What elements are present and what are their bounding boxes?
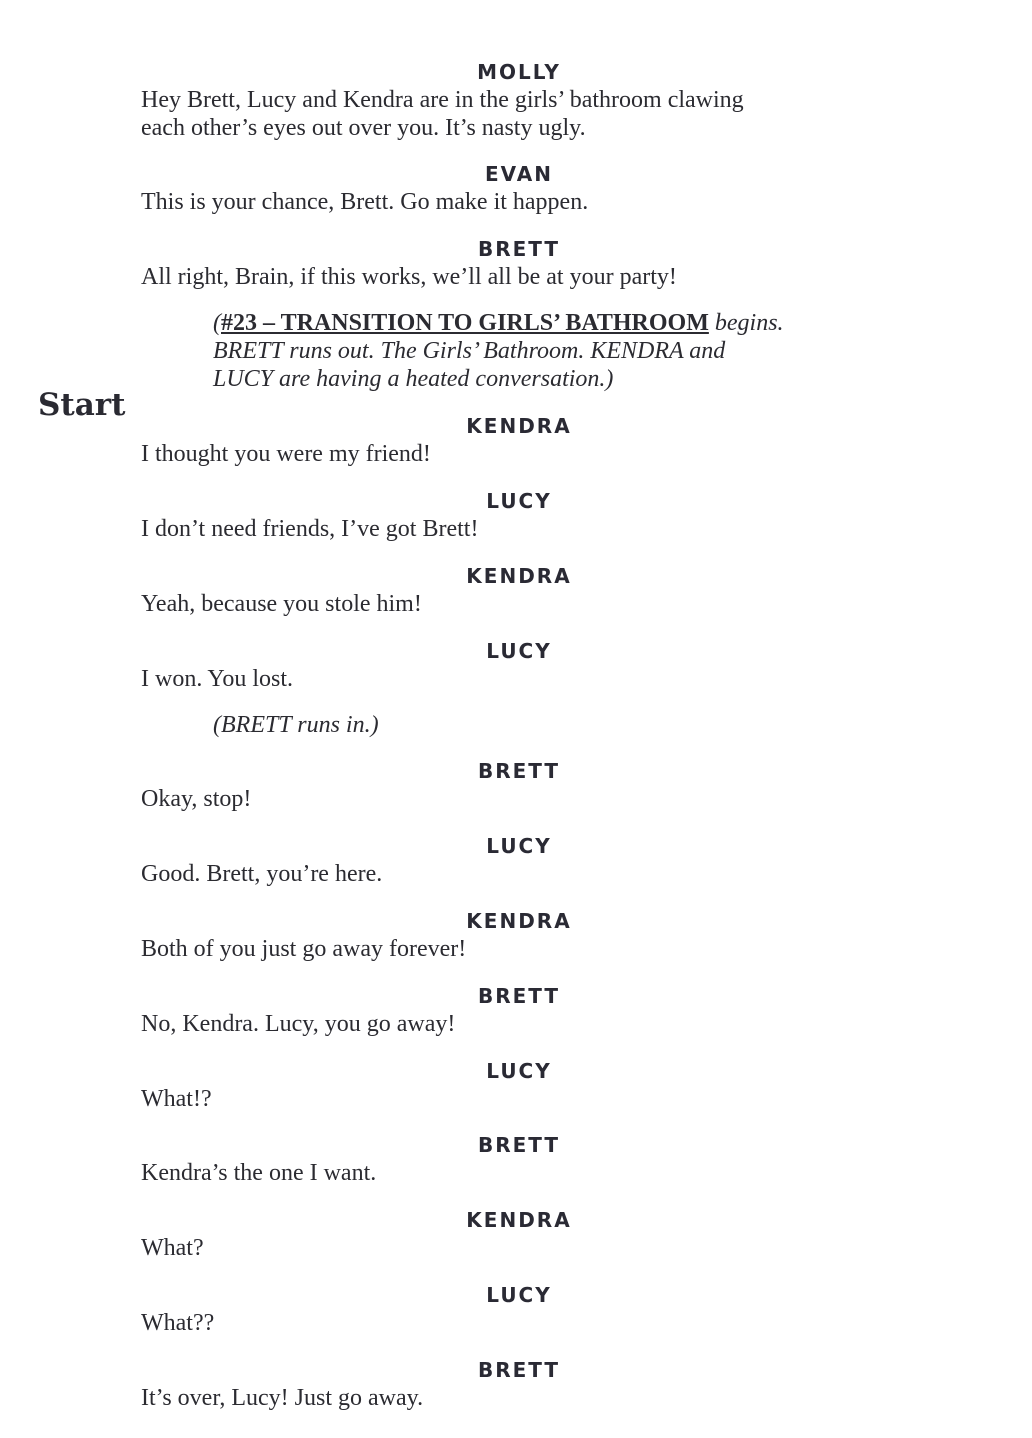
dialogue-line: What? (141, 1235, 204, 1261)
dialogue-line: What!? (141, 1086, 212, 1112)
dialogue-line: I thought you were my friend! (141, 441, 431, 467)
stage-direction-text: begins. (708, 310, 784, 336)
music-cue: #23 – TRANSITION TO GIRLS’ BATHROOM (221, 310, 709, 336)
dialogue-line: Both of you just go away forever! (141, 936, 467, 962)
stage-direction: (BRETT runs in.) (213, 712, 379, 738)
dialogue-line: What?? (141, 1310, 215, 1336)
dialogue-line: Yeah, because you stole him! (141, 591, 422, 617)
character-name: KENDRA (466, 909, 572, 933)
dialogue-line: All right, Brain, if this works, we’ll all be at your party! (141, 264, 677, 290)
stage-direction-open: ( (213, 310, 221, 336)
dialogue-line: Kendra’s the one I want. (141, 1160, 377, 1186)
character-name: BRETT (477, 759, 561, 783)
dialogue-line: each other’s eyes out over you. It’s nasty ugly. (141, 115, 586, 141)
character-name: MOLLY (477, 60, 561, 84)
dialogue-line: This is your chance, Brett. Go make it happen. (141, 189, 589, 215)
dialogue-line: Okay, stop! (141, 786, 252, 812)
character-name: KENDRA (466, 564, 572, 588)
character-name: LUCY (486, 1059, 552, 1083)
stage-direction (213, 309, 853, 337)
character-name: LUCY (486, 834, 552, 858)
character-name: BRETT (477, 1358, 561, 1382)
start-marker: Start (38, 387, 126, 423)
character-name: BRETT (477, 984, 561, 1008)
character-name: BRETT (477, 237, 561, 261)
stage-direction-line: BRETT runs out. The Girls’ Bathroom. KENDRA and (213, 338, 726, 364)
character-name: BRETT (477, 1133, 561, 1157)
character-name: EVAN (485, 162, 553, 186)
stage-direction-line: LUCY are having a heated conversation.) (213, 366, 614, 392)
dialogue-line: No, Kendra. Lucy, you go away! (141, 1011, 456, 1037)
dialogue-line: I don’t need friends, I’ve got Brett! (141, 516, 479, 542)
character-name: LUCY (486, 1283, 552, 1307)
character-name: LUCY (486, 639, 552, 663)
character-name: KENDRA (466, 414, 572, 438)
character-name: LUCY (486, 489, 552, 513)
dialogue-line: I won. You lost. (141, 666, 294, 692)
dialogue-line: It’s over, Lucy! Just go away. (141, 1385, 424, 1411)
dialogue-line: Hey Brett, Lucy and Kendra are in the girls’ bathroom clawing (141, 87, 744, 113)
character-name: KENDRA (466, 1208, 572, 1232)
dialogue-line: Good. Brett, you’re here. (141, 861, 383, 887)
